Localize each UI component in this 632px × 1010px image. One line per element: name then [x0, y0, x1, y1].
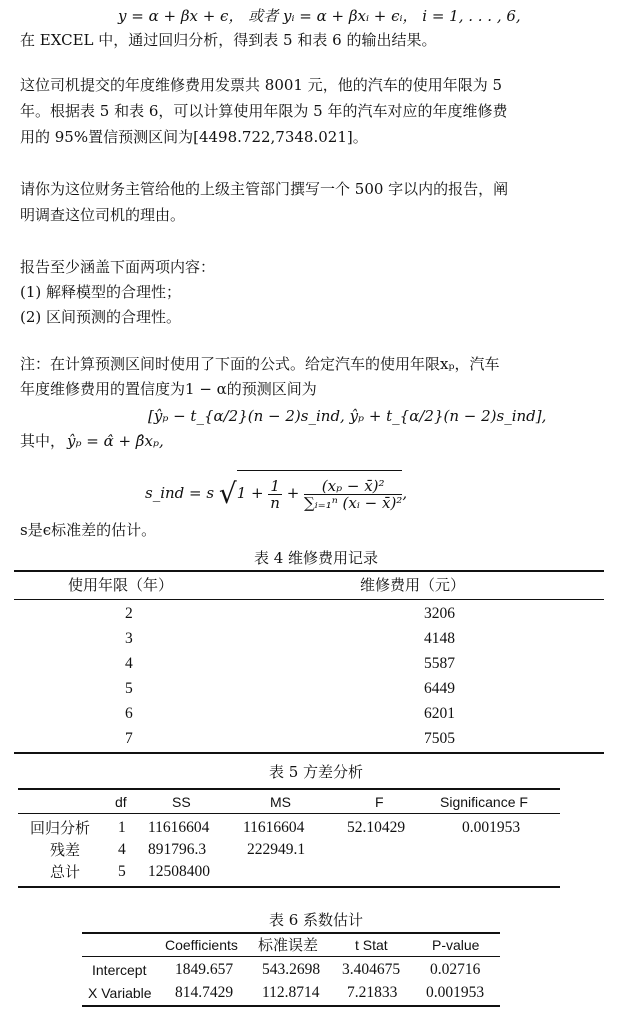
note-line2: 年度维修费用的置信度为1 − α的预测区间为: [20, 380, 317, 398]
table5-row-label: 总计: [50, 863, 81, 881]
table6-header-std-error: 标准误差: [258, 936, 319, 954]
table5-top-rule: [18, 788, 560, 790]
table6-cell: 0.001953: [426, 984, 485, 1001]
paragraph-invoice-line3: 用的 95%置信预测区间为[4498.722,7348.021]。: [20, 128, 368, 146]
table5-cell: 222949.1: [247, 841, 306, 858]
formula-sind-comma: ,: [402, 484, 408, 502]
table6-caption: 表 6 系数估计: [268, 911, 364, 929]
table6-header-tstat: t Stat: [355, 937, 388, 953]
table5-header-f: F: [375, 794, 384, 810]
paragraph-invoice-line2: 年。根据表 5 和表 6，可以计算使用年限为 5 年的汽车对应的年度维修费: [20, 102, 508, 120]
table5-header-significance: Significance F: [440, 794, 528, 810]
table5-bottom-rule: [18, 886, 560, 888]
table5-cell: 0.001953: [462, 819, 521, 836]
where-label: 其中，: [20, 432, 66, 450]
table4-cell: 5: [125, 680, 133, 697]
table4-cell: 4148: [424, 630, 455, 647]
formula-prediction-interval: [ŷₚ − t_{α/2}(n − 2)s_ind, ŷₚ + t_{α/2}(n − 2)s_ind],: [148, 407, 547, 425]
s-note: s是ϵ标准差的估计。: [20, 521, 157, 539]
table5-row-label: 回归分析: [30, 819, 91, 837]
table4-header-years: 使用年限（年）: [68, 576, 174, 594]
frac-deviation: [304, 478, 402, 511]
requirement-item-1: (1) 解释模型的合理性；: [20, 283, 182, 301]
table4-cell: 3206: [424, 605, 455, 622]
table6-cell: 112.8714: [262, 984, 320, 1001]
sqrt-body: [237, 470, 403, 513]
table6-header-coefficients: Coefficients: [165, 937, 238, 953]
paragraph-report-line2: 明调查这位司机的理由。: [20, 206, 186, 224]
frac2-numerator: (xₚ − x̄)²: [304, 478, 402, 495]
table5-cell: 52.10429: [347, 819, 406, 836]
frac1-numerator: 1: [270, 476, 280, 495]
table6-bottom-rule: [82, 1005, 500, 1007]
table5-header-ms: MS: [270, 794, 291, 810]
table4-cell: 4: [125, 655, 133, 672]
frac1-denominator: n: [270, 493, 280, 512]
table5-cell: 12508400: [148, 863, 210, 880]
table6-header-pvalue: P-value: [432, 937, 480, 953]
table6-header-rule: [82, 956, 500, 957]
table5-row-label: 残差: [50, 841, 81, 859]
paragraph-excel: 在 EXCEL 中，通过回归分析，得到表 5 和表 6 的输出结果。: [20, 31, 437, 49]
table6-cell: 3.404675: [342, 961, 401, 978]
table6-cell: 814.7429: [175, 984, 234, 1001]
frac-one-over-n: [268, 478, 282, 511]
table4-cell: 2: [125, 605, 133, 622]
table4-header-rule: [14, 599, 604, 600]
table4-cell: 7505: [424, 730, 455, 747]
table5-cell: 11616604: [243, 819, 305, 836]
table4-caption: 表 4 维修费用记录: [253, 549, 379, 567]
formula-sind-lhs: s_ind = s: [145, 484, 215, 502]
table4-cell: 6: [125, 705, 133, 722]
paragraph-requirements: 报告至少涵盖下面两项内容：: [20, 258, 216, 276]
table5-cell: 11616604: [148, 819, 210, 836]
table6-cell: 1849.657: [175, 961, 234, 978]
table5-cell: 4: [118, 841, 126, 858]
table6-row-label: X Variable: [88, 985, 152, 1001]
table4-header-cost: 维修费用（元）: [360, 576, 466, 594]
table5-header-df: df: [115, 794, 127, 810]
formula-yhat: ŷₚ = α̂ + β̂xₚ,: [67, 432, 164, 450]
table4-cell: 6201: [424, 705, 455, 722]
formula-sind: [145, 470, 407, 514]
table4-cell: 5587: [424, 655, 455, 672]
frac2-denominator: ∑ᵢ₌₁ⁿ (xᵢ − x̄)²: [304, 493, 403, 512]
table4-top-rule: [14, 570, 604, 572]
table5-cell: 5: [118, 863, 126, 880]
formula-sind-one: 1 +: [236, 484, 264, 502]
paragraph-report-line1: 请你为这位财务主管给他的上级主管部门撰写一个 500 字以内的报告，阐: [20, 180, 509, 198]
table5-caption: 表 5 方差分析: [268, 763, 364, 781]
requirement-item-2: (2) 区间预测的合理性。: [20, 308, 182, 326]
table6-cell: 7.21833: [347, 984, 398, 1001]
table4-cell: 3: [125, 630, 133, 647]
table5-cell: 1: [118, 819, 126, 836]
table4-cell: 7: [125, 730, 133, 747]
table4-cell: 6449: [424, 680, 455, 697]
table5-header-ss: SS: [172, 794, 191, 810]
table6-cell: 543.2698: [262, 961, 321, 978]
table4-bottom-rule: [14, 752, 604, 754]
table5-header-rule: [18, 813, 560, 814]
table6-cell: 0.02716: [430, 961, 481, 978]
table5-cell: 891796.3: [148, 841, 207, 858]
note-line1: 注：在计算预测区间时使用了下面的公式。给定汽车的使用年限xₚ，汽车: [20, 355, 500, 373]
formula-sind-plus: +: [286, 484, 300, 502]
paragraph-invoice-line1: 这位司机提交的年度维修费用发票共 8001 元，他的汽车的使用年限为 5: [20, 76, 503, 94]
sqrt-sign: √: [218, 477, 237, 510]
table6-top-rule: [82, 932, 500, 934]
model-formula: y = α + βx + ϵ， 或者 yᵢ = α + βxᵢ + ϵᵢ， i = 1, . . . , 6,: [118, 7, 521, 25]
table6-row-label: Intercept: [92, 962, 147, 978]
